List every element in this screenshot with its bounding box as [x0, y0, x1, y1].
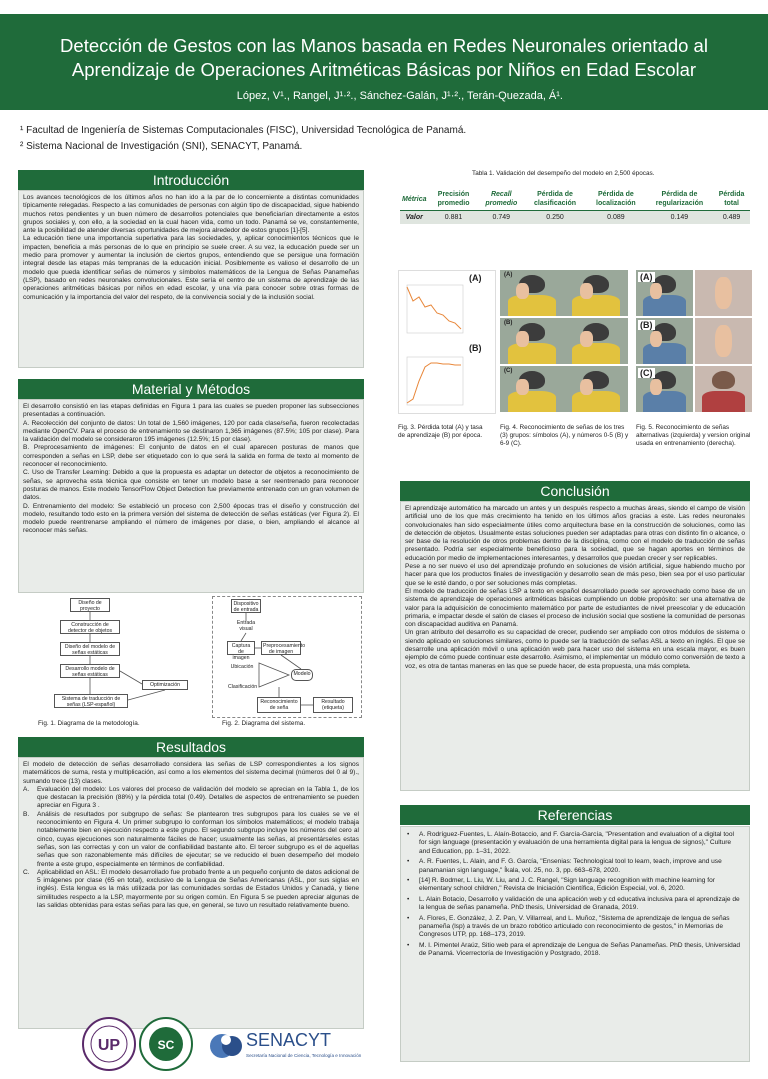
fig4-caption: Fig. 4. Reconocimiento de señas de los tres (3) grupos: símbolos (A), y números 0-5 (B) y 6-9 (C).: [500, 424, 629, 447]
intro-body: [18, 190, 364, 368]
diagram-node: Resultado (etiqueta): [313, 697, 353, 713]
results-item: [23, 786, 359, 811]
reference-text: L. Alain Botacio, Desarrollo y validación de una aplicación web y cd educativa inclusiva para el aprendizaje de la lengua de señas panameña. PhD thesis, Universidad de Granada, 2019.: [419, 895, 740, 912]
methods-paragraph: C. Uso de Transfer Learning: Debido a que la propuesta es adaptar un detector de objetos a reconocimiento de señas, se aprovecha esta técnica que consiste en tener un modelo base a ser reentrenado para reconocer posturas de manos. Este modelo TensorFlow Object Detection fue previamente entrenado con un gran volumen de datos.: [23, 469, 359, 502]
panel-label: (B): [640, 320, 653, 330]
methods-paragraph: B. Preprocesamiento de imágenes: El conjunto de datos en el cual aparecen posturas de manos que corresponden a señas en LSP, debe ser etiquetado con lo que será la salida en forma de texto al momento de reconocer el reconocimiento.: [23, 444, 359, 469]
table-cell: 0.089: [586, 211, 646, 225]
affiliation-1: ¹ Facultad de Ingeniería de Sistemas Computacionales (FISC), Universidad Tecnológica de Panamá.: [20, 125, 467, 136]
intro-heading: Introducción: [18, 170, 364, 190]
table-cell: 0.881: [429, 211, 479, 225]
results-item-text: Análisis de resultados por subgrupo de señas: Se plantearon tres subgrupos para los cuales se ve el reconocimiento en Figura 4. Un primer subgrupo lo conforman los símbolos matemáticos; el modelo trabaja notablemente bien en ejecución respecto a este grupo. El segundo subgrupo incluye los números del cero al cinco, cuyas ejecuciones son naturalmente fáciles de hacer; usualmente las señas, al presentárseles estas señas, son las correctas y con un valor de confiabilidad bastante alto. El tercer subgrupo es el de aquellas señas que son razonablemente más difíciles de ejecutar; se ve reducido el buen desempeño del modelo frente a este grupo, especialmente en términos de confiabilidad.: [37, 810, 359, 868]
panel-label: (C): [504, 368, 513, 374]
table-header: Recall promedio: [479, 188, 524, 211]
sign-photo: [695, 366, 752, 412]
diagram-node: Ubicación: [230, 664, 254, 670]
diagram-node: Diseño del modelo de señas estáticas: [60, 642, 120, 656]
diagram-node: Preprocesamiento de imagen: [263, 643, 306, 655]
sign-photo: [564, 366, 628, 412]
poster-title-line2: Aprendizaje de Operaciones Aritméticas Básicas por Niños en Edad Escolar: [71, 59, 697, 80]
diagram-node: Sistema de traducción de señas (LSP-español): [54, 694, 128, 708]
utp-logo: [80, 1016, 138, 1072]
senacyt-mark-icon: [208, 1028, 244, 1064]
panel-label: (A): [504, 272, 513, 278]
reference-text: M. I. Pimentel Araúz, Sitio web para el aprendizaje de Lengua de Señas Panameñas. PhD thesis, Universidad de Panamá. Vicerrectoría de Investigación y Postgrado, 2018.: [419, 941, 741, 958]
methods-paragraph: El desarrollo consistió en las etapas definidas en Figura 1 para las cuales se pueden proponer las subsecciones presentadas a continuación.: [23, 403, 359, 419]
methods-paragraph: D. Entrenamiento del modelo: Se estableció un proceso con 2,500 épocas tras el diseño y construcción del modelo, resultando todo esto en la primera versión del sistema de detección de señas estáticas (ver Figura 2). El modelo puede reentrenarse ampliando el número de imágenes por clase, o bien, ampliando el alcance al reconocer más señas.: [23, 502, 359, 535]
table-cell: 0.489: [713, 211, 750, 225]
fig1-caption: Fig. 1. Diagrama de la metodología.: [38, 720, 140, 727]
intro-paragraph: Los avances tecnológicos de los últimos años no han ido a la par de lo concerniente a distintas comunidades típicamente relegadas. Respecto a las comunidades de personas con algún tipo de discapacidad, sigue habiendo muchos retos pendientes y un buen número de desarrollos potenciales que beneficiarían directamente a estos grupos sociales y, con ello, a la sociedad en la cual hacen vida, como un todo. Panamá se ve, constantemente, ante la posibilidad de atender diversas oportunidades de mejora alrededor de estos grupos [1]-[5].: [23, 194, 359, 235]
fisc-seal-icon: [138, 1016, 194, 1072]
methods-paragraph: A. Recolección del conjunto de datos: Un total de 1,560 imágenes, 120 por cada clase/seña, fueron recolectadas mediante OpenCV. Para el proceso de entrenamiento se destinaron 1,365 imágenes (87.5%; 105 por clase). Para la validación del modelo se consideraron 195 imágenes (12.5%; 15 por clase).: [23, 419, 359, 444]
methods-body: [18, 399, 364, 593]
reference-item: • A. Flores, E. González, J. Z. Pan, V. Villarreal, and L. Muñoz, "Sistema de aprendizaje de lengua de señas panameña (lsp) a través de un brazo robótico articulado con reconocimiento de gestos," in Memorias de Congresos UTP, pp. 168–173, 2019.: [407, 915, 743, 940]
svg-text:UP: UP: [97, 1037, 121, 1054]
results-item-text: Evaluación del modelo: Los valores del proceso de validación del modelo se aprecian en la Tabla 1, de los que destacan la precisión (88%) y la pérdida total (0.49). Detalles de aspectos de entrenamiento se pueden apreciar en Figura 3 .: [37, 785, 359, 810]
results-heading: Resultados: [18, 737, 364, 757]
table-cell: 0.149: [646, 211, 713, 225]
reference-item: • [14] R. Bodmer, L. Liu, W. Liu, and J. C. Rangel, "Sign language recognition with machine learning for elementary school children," Revista de Iniciación Científica, Edición Especial, vol. 6, 2020.: [407, 877, 743, 894]
reference-item: • A. Rodríguez-Fuentes, L. Alaín-Botaccio, and F. García-García, "Presentation and evaluation of a digital tool for sign language (presentación y evaluación de una herramienta digital para la lengua de signos)," Culture and Education, pp. 1–31, 2022.: [407, 831, 743, 856]
references-heading: Referencias: [400, 805, 750, 825]
affiliation-2: ² Sistema Nacional de Investigación (SNI), SENACYT, Panamá.: [20, 141, 303, 152]
system-diagram: [212, 596, 362, 718]
fig3-caption: Fig. 3. Pérdida total (A) y tasa de aprendizaje (B) por época.: [398, 424, 483, 439]
reference-item: • A. R. Fuentes, L. Alain, and F. G. García, "Ensenias: Technological tool to learn, teach, improve and use panamanian sign language," Íkala, vol. 25, no. 3, pp. 663–678, 2020.: [407, 858, 743, 875]
conclusion-paragraph: El modelo de traducción de señas LSP a texto en español desarrollado puede ser aprovechado como base de un sistema de aprendizaje de operaciones aritméticas básicas cumpliendo un doble propósito: ser una alternativa de valor para la adquisición de conocimiento matemático por parte de estudiantes de nivel preescolar y de educación primaria, e impactar desde el salón de clases el proceso de inclusión social que sostiene la comunidad de personas con discapacidad auditiva en Panamá.: [405, 587, 745, 629]
senacyt-logo: [208, 1024, 362, 1070]
panel-label: (A): [469, 273, 482, 283]
diagram-node: Dispositivo de entrada: [231, 599, 261, 613]
diagram-node: Optimización: [142, 680, 188, 690]
conclusion-paragraph: El aprendizaje automático ha marcado un antes y un después respecto a muchas áreas, siendo el campo de visión artificial uno de los que más crecimiento ha tenido en los últimos años gracias a este. Las redes neuronales convolucionales han sido especialmente útiles como arquitectura base en la construcción de soluciones, como las de detección de objetos. Usualmente estas soluciones pueden ser adaptadas para otras con distinto fin o alcance, o ser base de la resolución de otros problemas dentro de la disciplina, como con el modelo de traducción de señas presentado. Podría ser especialmente beneficioso para la sociedad, que se hagan aportes en términos de educación por medio de implementaciones interesantes, y desarrollos que puedan crecer y ser replicables.: [405, 505, 745, 562]
poster-authors: López, V¹., Rangel, J¹·²., Sánchez-Galán, J¹·²., Terán-Quezada, Á¹.: [236, 90, 563, 102]
results-body: [18, 757, 364, 1029]
panel-label: (A): [640, 272, 653, 282]
table-cell: 0.250: [524, 211, 586, 225]
conclusion-paragraph: Pese a no ser nuevo el uso del aprendizaje profundo en soluciones de visión artificial, sigue habiendo mucho por hacer para que los productos finales de investigación y desarrollo sean de más peso, bien sea por el uso particular que se le esté dando, o por ser soluciones más completas.: [405, 563, 745, 587]
reference-text: A. R. Fuentes, L. Alain, and F. G. García, "Ensenias: Technological tool to learn, teach, improve and use panamanian sign language," Íkala, vol. 25, no. 3, pp. 663–678, 2020.: [419, 858, 722, 874]
results-item-label: C.: [23, 868, 30, 876]
results-item-label: B.: [23, 810, 30, 818]
utp-seal-icon: [80, 1016, 138, 1072]
sign-photo: [564, 270, 628, 316]
panel-label: (B): [469, 343, 482, 353]
poster-header: [0, 14, 768, 110]
fig3-image: [398, 270, 496, 414]
diagram-node: Clasificación: [228, 684, 258, 690]
results-paragraph: El modelo de detección de señas desarrollado considera las señas de LSP correspondientes a los signos matemáticos de suma, resta y multiplicación, así como a los elementos del sistema decimal (números del 0 al 9)., sumando trece (13) clases.: [23, 761, 359, 785]
diagram-arrows: [213, 597, 363, 719]
conclusion-body: [400, 501, 750, 791]
reference-text: A. Flores, E. González, J. Z. Pan, V. Villarreal, and L. Muñoz, "Sistema de aprendizaje de lengua de señas panameña (lsp) a través de un brazo robótico articulado con reconocimiento de gestos," in Memorias de Congresos UTP, pp. 168–173, 2019.: [419, 914, 730, 939]
panel-label: (C): [640, 368, 653, 378]
results-item: [23, 869, 359, 910]
panel-label: (B): [504, 320, 513, 326]
fisc-logo: [138, 1016, 194, 1072]
references-list: [400, 826, 750, 1062]
reference-item: • M. I. Pimentel Araúz, Sitio web para el aprendizaje de Lengua de Señas Panameñas. PhD thesis, Universidad de Panamá. Vicerrectoría de Investigación y Postgrado, 2018.: [407, 942, 743, 959]
table-header: Pérdida de clasificación: [524, 188, 586, 211]
intro-paragraph: La educación tiene una importancia superlativa para las sociedades, y, aplicar conocimientos técnicos que le impacten, beneficia a más personas de lo que en principio se suele creer. A su vez, la educación puede ser un medio para promover y aumentar la inclusión de ciertos grupos, entendiendo que se persigue una formación integral desde las etapas más tempranas de la educación inicial. Posiblemente es valioso el desarrollo de un modelo que pueda identificar señas de números y símbolos matemáticos de la Lengua de Señas Panameñas (LSP), basado en redes neuronales convolucionales. Este sería el centro de un sistema de aprendizaje de las operaciones aritméticas básicas por niños en edad escolar, y una vía para conocer sobre otras formas de comunicación y la importancia del valor del respeto, de la convivencia social y de la inclusión social.: [23, 235, 359, 301]
reference-text: A. Rodríguez-Fuentes, L. Alaín-Botaccio, and F. García-García, "Presentation and evaluation of a digital tool for sign language (presentación y evaluación de una herramienta digital para la lengua de signos)," Culture and Education, pp. 1–31, 2022.: [419, 831, 734, 855]
conclusion-paragraph: Un gran atributo del desarrollo es su capacidad de crecer, pudiendo ser ampliado con otros módulos de sistema o siendo aplicado en soluciones similares, como lo puede ser la traducción de señas ASL a texto en inglés. El que se desarrolle una aplicación móvil o una aplicación web para hacer uso del sistema en una escala mayor, es buen ejemplo de cómo puede continuar este desarrollo. Asimismo, el implementar un módulo como conversión de texto a voz, es otra de tantas maneras en las que se puede hacer, de esta propuesta, una más completa.: [405, 629, 745, 670]
conclusion-heading: Conclusión: [400, 481, 750, 501]
table-header: Pérdida total: [713, 188, 750, 211]
methods-heading: Material y Métodos: [18, 379, 364, 399]
results-item-text: Aplicabilidad en ASL: El modelo desarrollado fue probado frente a un pequeño conjunto de datos adicional de 5 imágenes por clase (65 en total), exclusivo de la Lengua de Señas Americanas (ASL, por sus siglas en inglés). Esta lengua es la más utilizada por las comunidades sordas de Estados Unidos y Canadá, y tiene similitudes respecto a la LSP, mayormente por su origen común. En Figura 5 se pueden apreciar algunas de las salidas obtenidas para estas señas para las que, en general, se tuvo un resultado relativamente bueno.: [37, 868, 359, 910]
diagram-node: Desarrollo modelo de señas estáticas: [60, 664, 120, 678]
reference-item: • L. Alain Botacio, Desarrollo y validación de una aplicación web y cd educativa inclusiva para el aprendizaje de la lengua de señas panameña. PhD thesis, Universidad de Granada, 2019.: [407, 896, 743, 913]
fig5-image: [636, 270, 752, 412]
poster-title-line1: Detección de Gestos con las Manos basada en Redes Neuronales orientado al: [60, 35, 708, 56]
table-header: Métrica: [400, 188, 429, 211]
diagram-node: Diseño de proyecto: [70, 598, 110, 612]
table-cell: Valor: [400, 211, 429, 225]
svg-text:SC: SC: [157, 1038, 175, 1052]
table-header: Pérdida de localización: [586, 188, 646, 211]
reference-text: [14] R. Bodmer, L. Liu, W. Liu, and J. C. Rangel, "Sign language recognition with machine learning for elementary school children," Revista de Iniciación Científica, Edición Especial, vol. 6, 2020.: [419, 877, 715, 893]
sign-photo: [564, 318, 628, 364]
sign-photo: [695, 270, 752, 316]
fig2-caption: Fig. 2. Diagrama del sistema.: [222, 720, 306, 727]
fig5-caption: Fig. 5. Reconocimiento de señas alternativas (izquierda) y version original usada en entrenamiento (derecha).: [636, 424, 751, 447]
table-row: [400, 211, 750, 225]
sign-photo: [695, 318, 752, 364]
diagram-node: Construcción de detector de objetos: [60, 620, 120, 634]
diagram-arrows: [40, 596, 190, 716]
table-header-row: [400, 188, 750, 211]
results-item-label: A.: [23, 785, 30, 793]
methodology-diagram: [40, 596, 190, 716]
validation-table: [400, 188, 750, 224]
results-item: [23, 811, 359, 869]
senacyt-subtitle: Secretaría Nacional de Ciencia, Tecnología e Innovación: [246, 1053, 362, 1058]
fig4-image: [500, 270, 628, 412]
table-header: Pérdida de regularización: [646, 188, 713, 211]
table-header: Precisión promedio: [429, 188, 479, 211]
table-cell: 0.749: [479, 211, 524, 225]
diagram-node: Captura de imagen: [227, 641, 255, 655]
diagram-node: Modelo: [291, 669, 313, 681]
senacyt-name: SENACYT: [246, 1030, 332, 1050]
table1-caption: Tabla 1. Validación del desempeño del modelo en 2,500 épocas.: [472, 170, 655, 177]
diagram-node: Entrada visual: [231, 619, 261, 633]
diagram-node: Reconocimiento de seña: [257, 697, 301, 713]
fig3-plots: [399, 271, 495, 413]
